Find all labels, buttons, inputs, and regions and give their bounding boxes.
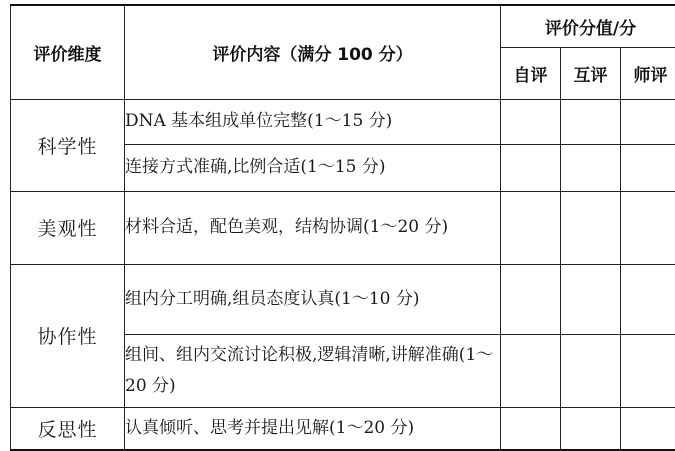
criterion-cell: 组内分工明确,组员态度认真(1～10 分) <box>125 264 501 334</box>
criterion-cell: 组间、组内交流讨论积极,逻辑清晰,讲解准确(1～20 分) <box>125 334 501 407</box>
header-content: 评价内容（满分 100 分） <box>125 5 501 99</box>
self-score-cell[interactable] <box>501 191 561 264</box>
teacher-score-cell[interactable] <box>621 264 675 334</box>
header-row <box>11 5 675 47</box>
teacher-score-cell[interactable] <box>621 407 675 450</box>
criterion-cell: 连接方式准确,比例合适(1～15 分) <box>125 144 501 191</box>
mutual-score-cell[interactable] <box>561 407 621 450</box>
header-score-group: 评价分值/分 <box>501 5 675 47</box>
self-score-cell[interactable] <box>501 264 561 334</box>
header-mutual-score: 互评 <box>561 47 621 99</box>
self-score-cell[interactable] <box>501 99 561 144</box>
dimension-aesthetic: 美观性 <box>11 191 125 264</box>
mutual-score-cell[interactable] <box>561 191 621 264</box>
mutual-score-cell[interactable] <box>561 334 621 407</box>
mutual-score-cell[interactable] <box>561 144 621 191</box>
table-row <box>11 407 675 450</box>
dimension-scientific: 科学性 <box>11 99 125 191</box>
criterion-cell: 材料合适，配色美观，结构协调(1～20 分) <box>125 191 501 264</box>
teacher-score-cell[interactable] <box>621 99 675 144</box>
header-self-score: 自评 <box>501 47 561 99</box>
teacher-score-cell[interactable] <box>621 144 675 191</box>
criterion-cell: DNA 基本组成单位完整(1～15 分) <box>125 99 501 144</box>
dimension-collaboration: 协作性 <box>11 264 125 407</box>
self-score-cell[interactable] <box>501 407 561 450</box>
table-row <box>11 99 675 144</box>
header-teacher-score: 师评 <box>621 47 675 99</box>
self-score-cell[interactable] <box>501 144 561 191</box>
mutual-score-cell[interactable] <box>561 99 621 144</box>
self-score-cell[interactable] <box>501 334 561 407</box>
mutual-score-cell[interactable] <box>561 264 621 334</box>
header-dimension: 评价维度 <box>11 5 125 99</box>
table-row <box>11 264 675 334</box>
table-row <box>11 191 675 264</box>
evaluation-rubric-table <box>10 4 675 451</box>
dimension-reflection: 反思性 <box>11 407 125 450</box>
criterion-cell: 认真倾听、思考并提出见解(1～20 分) <box>125 407 501 450</box>
teacher-score-cell[interactable] <box>621 191 675 264</box>
teacher-score-cell[interactable] <box>621 334 675 407</box>
